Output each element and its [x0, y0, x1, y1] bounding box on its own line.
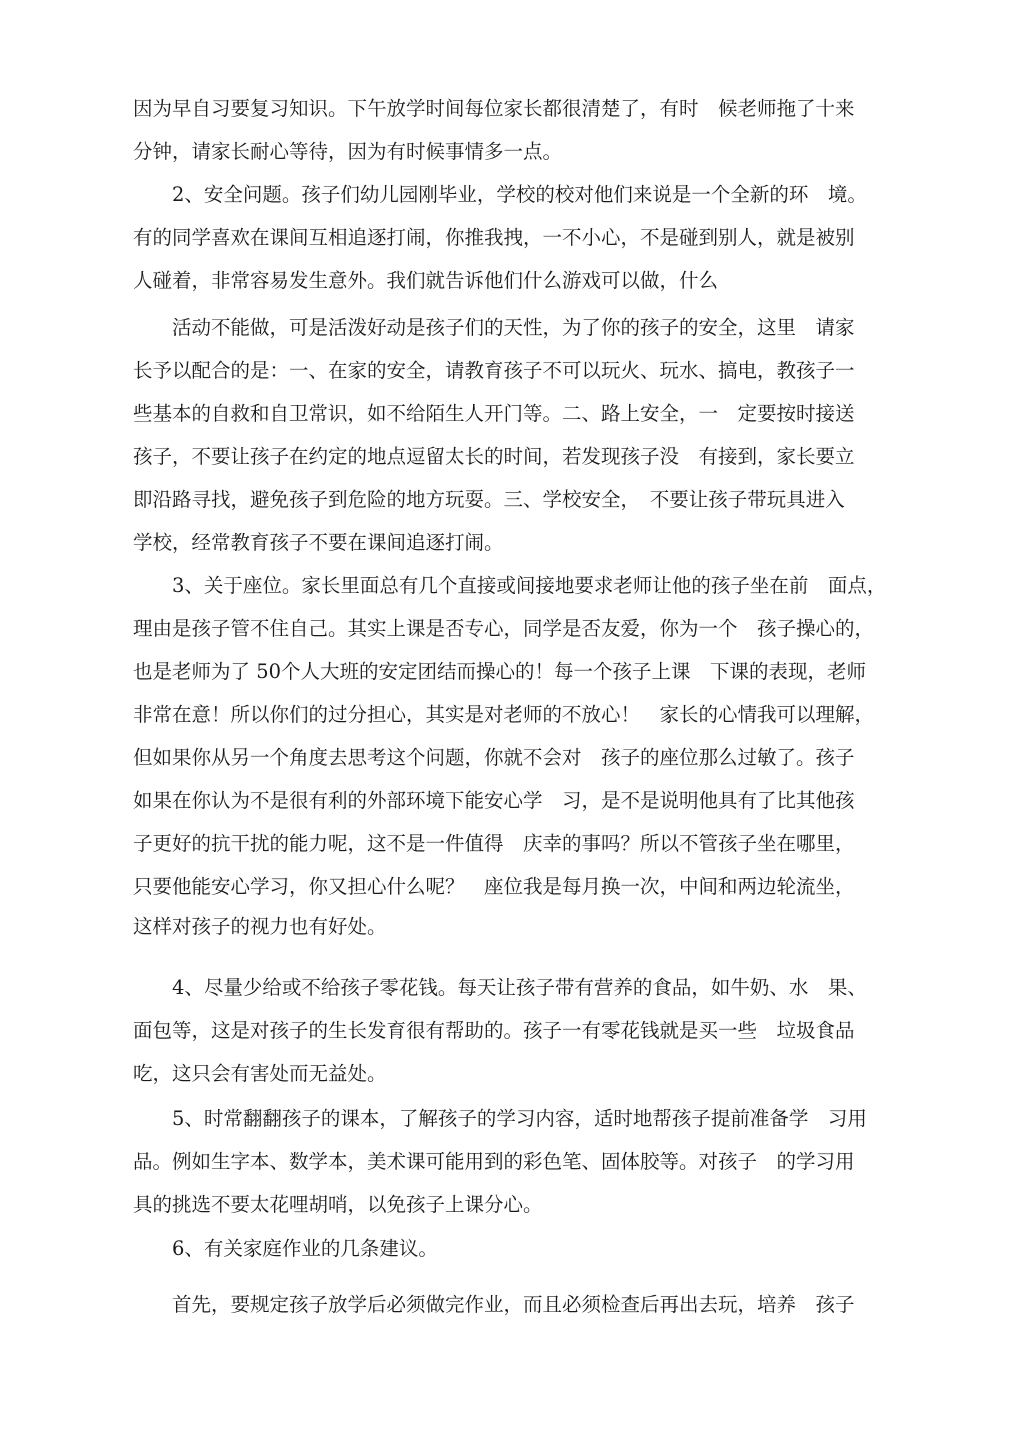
paragraph-start-line: 活动不能做，可是活泼好动是孩子们的天性，为了你的孩子的安全，这里 请家	[172, 316, 855, 339]
text-line: 只要他能安心学习，你又担心什么呢？ 座位我是每月换一次，中间和两边轮流坐，	[133, 875, 855, 898]
text-line: 理由是孩子管不住自己。其实上课是否专心，同学是否友爱，你为一个 孩子操心的，	[133, 617, 875, 640]
text-line: 这样对孩子的视力也有好处。	[133, 915, 387, 938]
text-line: 孩子，不要让孩子在约定的地点逗留太长的时间，若发现孩子没 有接到，家长要立	[133, 445, 855, 468]
paragraph-start-line: 2、安全问题。孩子们幼儿园刚毕业，学校的校对他们来说是一个全新的环 境。	[172, 183, 867, 206]
text-line: 些基本的自救和自卫常识，如不给陌生人开门等。二、路上安全，一 定要按时接送	[133, 402, 855, 425]
paragraph-start-line: 4、尽量少给或不给孩子零花钱。每天让孩子带有营养的食品，如牛奶、水 果、	[172, 976, 867, 999]
text-line: 因为早自习要复习知识。下午放学时间每位家长都很清楚了，有时 候老师拖了十来	[133, 97, 855, 120]
text-line: 也是老师为了 50个人大班的安定团结而操心的！每一个孩子上课 下课的表现，老师	[133, 660, 867, 683]
text-line: 分钟，请家长耐心等待，因为有时候事情多一点。	[133, 140, 563, 163]
text-line: 但如果你从另一个角度去思考这个问题，你就不会对 孩子的座位那么过敏了。孩子	[133, 746, 855, 769]
text-line: 具的挑选不要太花哩胡哨，以免孩子上课分心。	[133, 1193, 543, 1216]
text-line: 即沿路寻找，避免孩子到危险的地方玩耍。三、学校安全， 不要让孩子带玩具进入	[133, 488, 845, 511]
paragraph-start-line: 5、时常翻翻孩子的课本，了解孩子的学习内容，适时地帮孩子提前准备学 习用	[172, 1107, 867, 1130]
text-line: 有的同学喜欢在课间互相追逐打闹，你推我拽，一不小心，不是碰到别人，就是被别	[133, 226, 855, 249]
text-line: 非常在意！所以你们的过分担心，其实是对老师的不放心！ 家长的心情我可以理解，	[133, 703, 875, 726]
paragraph-start-line: 首先，要规定孩子放学后必须做完作业，而且必须检查后再出去玩，培养 孩子	[172, 1293, 855, 1316]
text-line: 子更好的抗干扰的能力呢，这不是一件值得 庆幸的事吗？所以不管孩子坐在哪里，	[133, 832, 855, 855]
text-line: 品。例如生字本、数学本，美术课可能用到的彩色笔、固体胶等。对孩子 的学习用	[133, 1150, 855, 1173]
text-line: 长予以配合的是：一、在家的安全，请教育孩子不可以玩火、玩水、搞电，教孩子一	[133, 359, 855, 382]
paragraph-start-line: 6、有关家庭作业的几条建议。	[172, 1237, 438, 1260]
text-line: 面包等，这是对孩子的生长发育很有帮助的。孩子一有零花钱就是买一些 垃圾食品	[133, 1019, 855, 1042]
paragraph-start-line: 3、关于座位。家长里面总有几个直接或间接地要求老师让他的孩子坐在前 面点，	[172, 574, 887, 597]
text-line: 如果在你认为不是很有利的外部环境下能安心学 习，是不是说明他具有了比其他孩	[133, 789, 855, 812]
text-line: 吃，这只会有害处而无益处。	[133, 1062, 387, 1085]
text-line: 学校，经常教育孩子不要在课间追逐打闹。	[133, 531, 504, 554]
text-line: 人碰着，非常容易发生意外。我们就告诉他们什么游戏可以做，什么	[133, 269, 719, 292]
